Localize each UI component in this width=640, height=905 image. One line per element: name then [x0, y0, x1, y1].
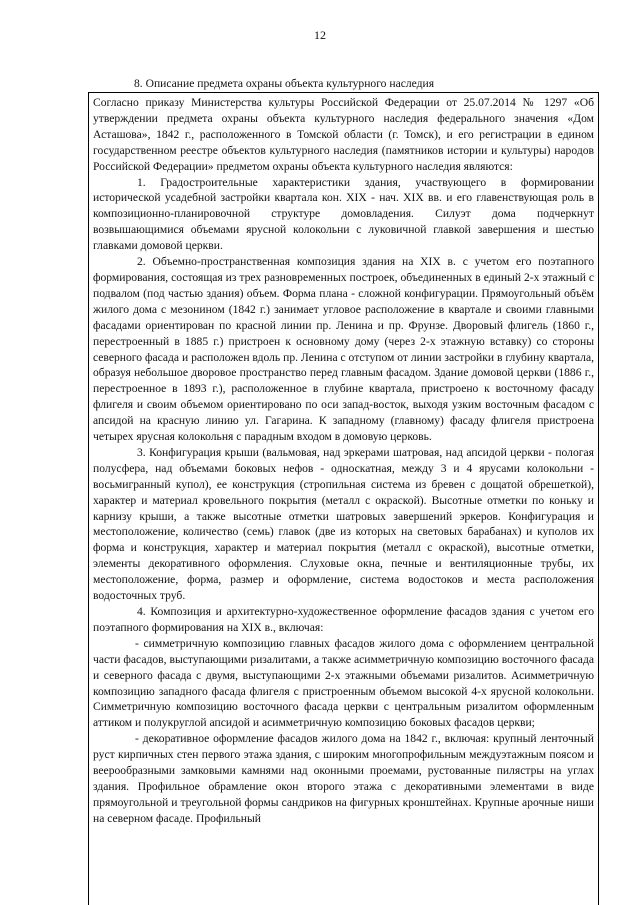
intro-paragraph: Согласно приказу Министерства культуры Российской Федерации от 25.07.2014 № 1297 «Об утверждении предмета охраны объекта культурного наследия федерального значения «Дом Асташова», 1842 г., расположенного в Томской области (г. Томск), и его регистрации в едином государственном реестре объектов культурного наследия (памятников истории и культуры) народов Российской Федерации» предметом охраны объекта культурного наследия являются: [93, 96, 594, 173]
item-4-subitem-1: - симметричную композицию главных фасадов жилого дома с оформлением центральной части фасадов, выступающими ризалитами, а также асимметричную композицию восточного фасада и северного фасада с двумя, выступающими 2-х этажными объемами ризалитов. Асимметричную композицию западного фасада флигеля с пристроенным объемом высокой 4-х ярусной колокольни. Симметричную композицию восточного фасада церкви с центральным ризалитом оформленным аттиком и полукруглой апсидой и асимметричную композицию боковых фасадов церкви; [93, 636, 594, 730]
section-heading: 8. Описание предмета охраны объекта культурного наследия [134, 77, 435, 90]
item-4-subitem-2: - декоративное оформление фасадов жилого дома на 1842 г., включая: крупный ленточный руст кирпичных стен первого этажа здания, с широким многопрофильным междуэтажным поясом и веерообразными замковыми камнями над оконными проемами, рустованные пилястры на углах здания. Профильное обрамление окон второго этажа с декоративными элементами в виде прямоугольной и треугольной формы сандриков на фигурных кронштейнах. Крупные арочные ниши на северном фасаде. Профильный [93, 732, 594, 825]
item-1-paragraph: 1. Градостроительные характеристики здания, участвующего в формировании исторической усадебной застройки квартала кон. XIX - нач. XIX вв. и его главенствующая роль в композиционно-планировочной структуре домовладения. Силуэт дома подчеркнут возвышающимися объемами ярусной колокольни с луковичной главкой завершения и шестью главками домовой церкви. [93, 175, 594, 253]
item-4-paragraph: 4. Композиция и архитектурно-художественное оформление фасадов здания с учетом его поэтапного формирования на XIX в., включая: [93, 605, 594, 634]
page-number: 12 [314, 28, 326, 42]
item-2-paragraph: 2. Объемно-пространственная композиция здания на XIX в. с учетом его поэтапного формирования, состоящая из трех разновременных построек, объединенных в единый 2-х этажный с подвалом (под частью здания) объем. Форма плана - сложной конфигурации. Прямоугольный объём жилого дома с мезонином (1842 г.) занимает угловое расположение в квартале и своими главными фасадами ориентирован по красной линии пр. Ленина и пр. Фрунзе. Дворовый флигель (1860 г., перестроенный в 1885 г.) пристроен к основному дому (через 2-х этажную вставку) со стороны северного фасада и расположен вдоль пр. Ленина с отступом от линии застройки в глубину квартала, образуя небольшое дворовое пространство перед главным фасадом. Здание домовой церкви (1886 г., перестроенное в 1893 г.), расположенное в глубине квартала, пристроено к восточному фасаду флигеля и своим объемом ориентировано по оси запад-восток, выходя узким восточным фасадом с апсидой на красную линию ул. Гагарина. К западному (главному) фасаду флигеля пристроена четырех ярусная колокольня с парадным входом в домовую церковь. [93, 255, 594, 444]
item-3-paragraph: 3. Конфигурация крыши (вальмовая, над эркерами шатровая, над апсидой церкви - пологая полусфера, над объемами боковых нефов - односкатная, между 3 и 4 ярусами колокольни - восьмигранный купол), ее конструкция (стропильная система из бревен с дощатой обрешеткой), характер и материал кровельного покрытия (металл с окраской). Высотные отметки по коньку и карнизу крыши, а также высотные отметки шатровых завершений эркеров. Конфигурация и местоположение, количество (семь) главок (две из которых на световых барабанах) и куполов их форма и конструкция, характер и материал покрытия (металл с окраской), высотные отметки, элементы декоративного оформления. Слуховые окна, печные и вентиляционные трубы, их местоположение, форма, размер и оформление, система водостоков и места расположения водосточных труб. [93, 445, 594, 603]
content-box [88, 92, 599, 905]
